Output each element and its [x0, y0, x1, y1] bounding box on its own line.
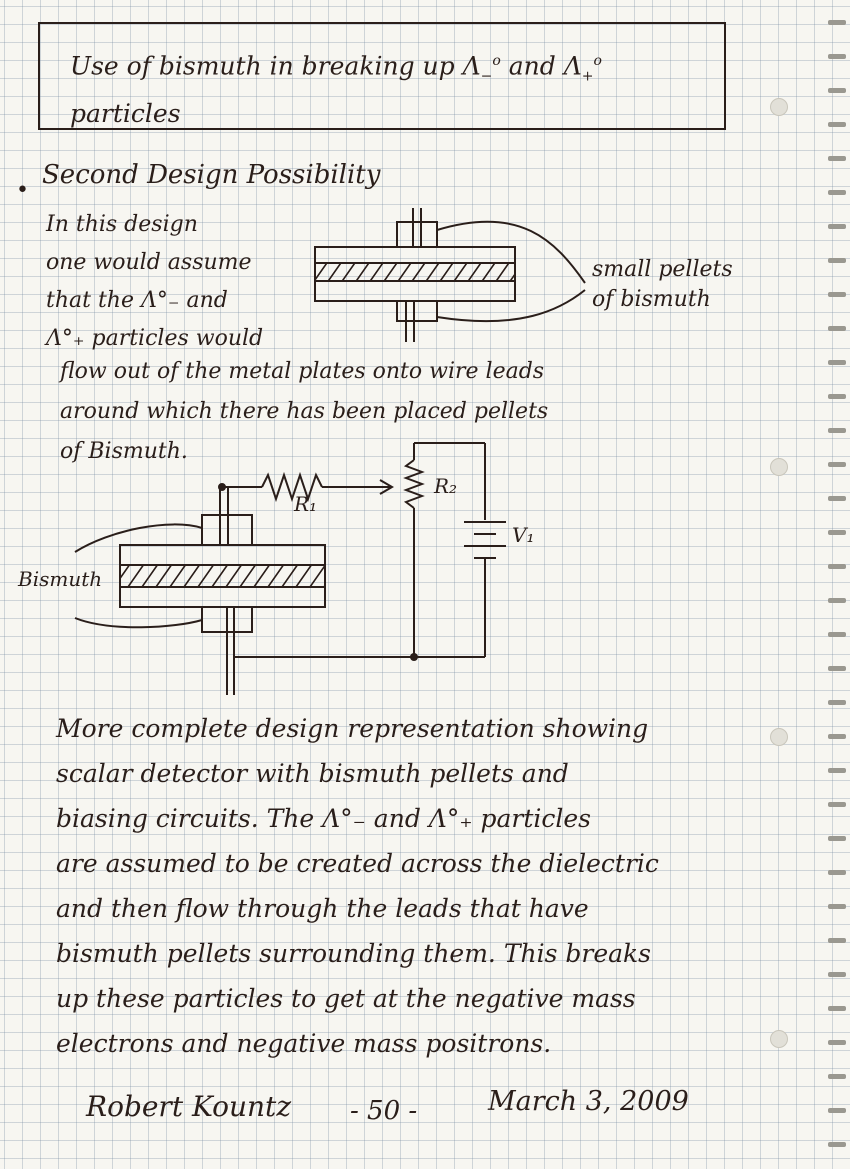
paragraph-2 — [56, 706, 796, 1066]
pellets-label-line: of bismuth — [592, 287, 711, 312]
page-number: - 50 - — [350, 1096, 418, 1126]
para1-line: In this design — [46, 212, 198, 237]
para2-line: More complete design representation showing — [56, 714, 649, 743]
pellets-label-line: small pellets — [592, 257, 733, 282]
capacitor-diagram-1 — [315, 208, 585, 342]
para2-line: up these particles to get at the negative mass — [56, 984, 636, 1013]
para1-line: Λ°₊ particles would — [46, 326, 264, 351]
resistor-r1-label: R₁ — [294, 492, 318, 516]
para1-line: around which there has been placed pellets — [60, 399, 549, 424]
title-line2: particles — [70, 99, 181, 129]
title-sym2-sub: + — [581, 68, 594, 85]
para1-line: that the Λ°₋ and — [46, 288, 228, 313]
bismuth-label: Bismuth — [18, 567, 103, 591]
para1-line: of Bismuth. — [60, 439, 188, 464]
title-line1: Use of bismuth in breaking up Λ — [70, 51, 481, 81]
date: March 3, 2009 — [488, 1086, 689, 1117]
title-sym1-sub: − — [480, 68, 493, 85]
title-mid: and Λ — [500, 51, 582, 81]
voltage-v1-label: V₁ — [512, 523, 535, 547]
para2-line: scalar detector with bismuth pellets and — [56, 759, 569, 788]
resistor-r2-label: R₂ — [434, 474, 458, 498]
para1-line: one would assume — [46, 250, 252, 275]
para2-line: biasing circuits. The Λ°₋ and Λ°₊ particles — [56, 804, 591, 833]
para2-line: and then flow through the leads that have — [56, 894, 589, 923]
title-sym1-sup: o — [492, 53, 501, 69]
para2-line: electrons and negative mass positrons. — [56, 1029, 552, 1058]
para1-line: flow out of the metal plates onto wire leads — [60, 359, 545, 384]
bullet-icon: • — [16, 178, 29, 203]
para2-line: are assumed to be created across the dielectric — [56, 849, 659, 878]
title-sym2-sup: o — [593, 53, 602, 69]
section-heading: Second Design Possibility — [42, 160, 381, 190]
author-signature: Robert Kountz — [86, 1090, 292, 1123]
para2-line: bismuth pellets surrounding them. This breaks — [56, 939, 651, 968]
